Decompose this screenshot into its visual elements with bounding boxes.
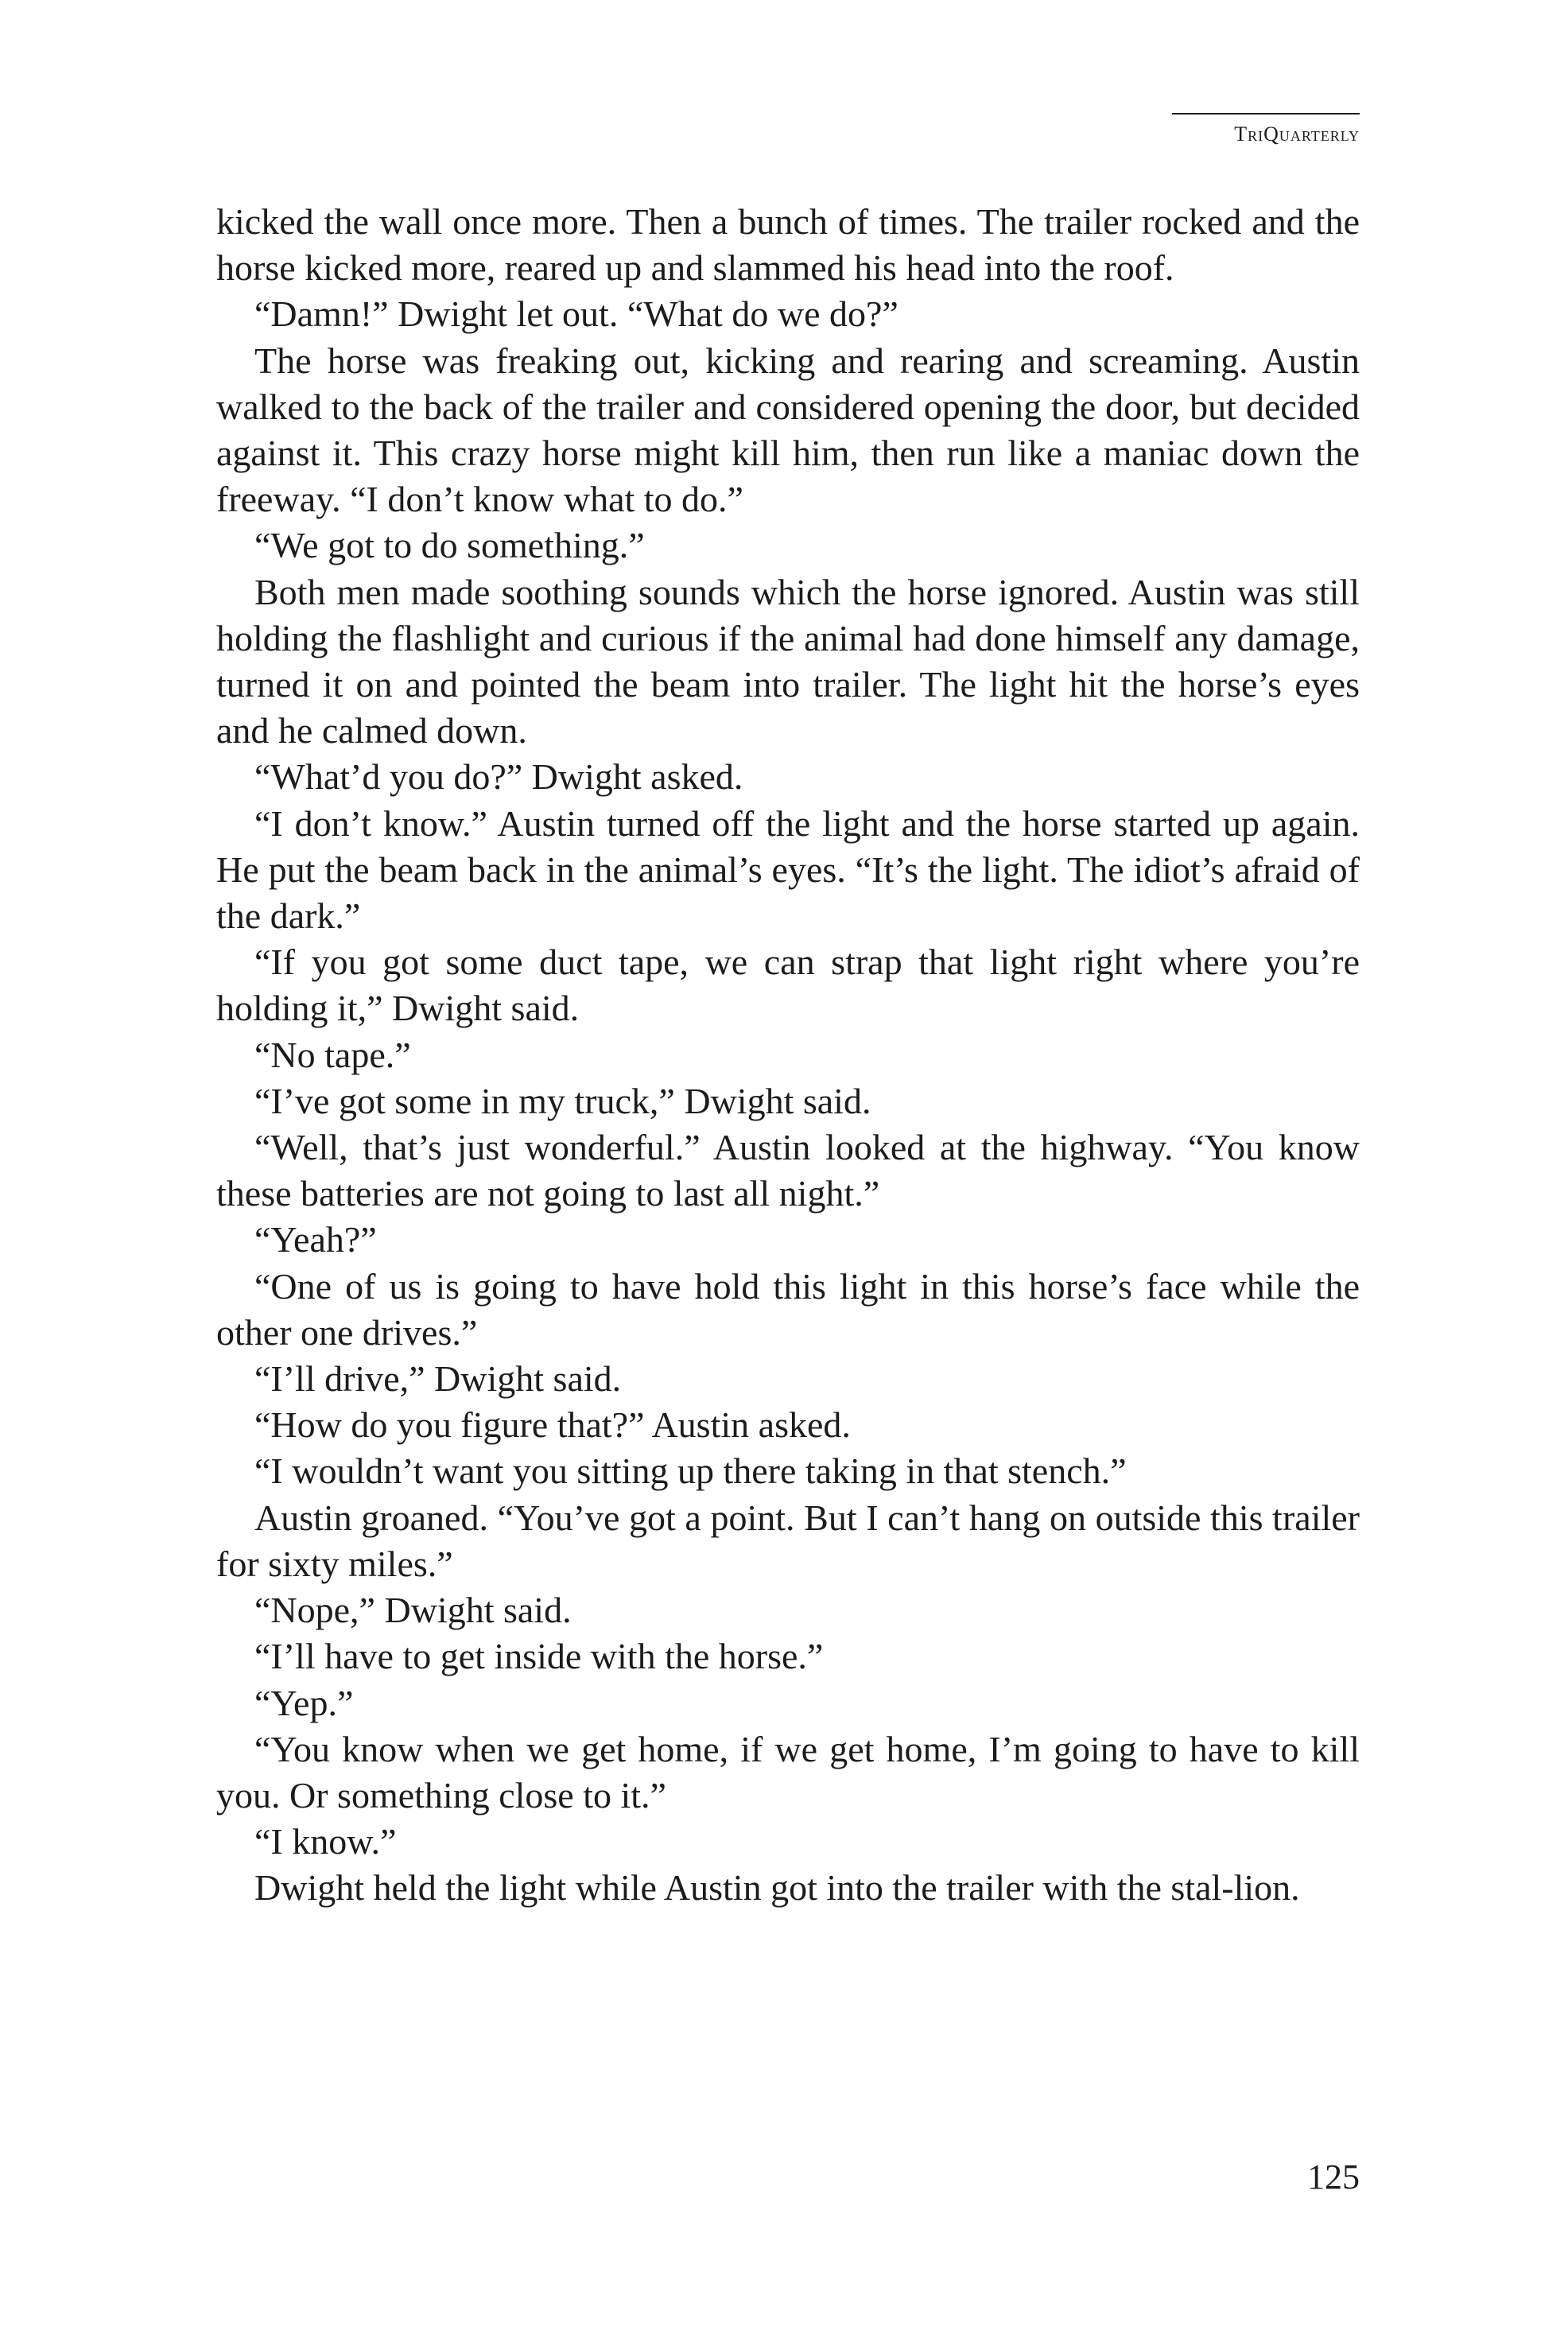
paragraph: “We got to do something.” bbox=[254, 525, 645, 566]
paragraph: “No tape.” bbox=[254, 1034, 411, 1075]
page-number: 125 bbox=[1307, 2157, 1360, 2196]
paragraph: “I don’t know.” Austin turned off the light and the horse started up again. He put the beam back in the animal’s eyes. “It’s the light. The idiot’s afraid of the dark.” bbox=[216, 802, 1360, 937]
paragraph: “Nope,” Dwight said. bbox=[254, 1590, 572, 1631]
paragraph: “Damn!” Dwight let out. “What do we do?” bbox=[254, 293, 898, 335]
paragraph: “One of us is going to have hold this light in this horse’s face while the other one drives.” bbox=[216, 1265, 1360, 1353]
paragraph: Austin groaned. “You’ve got a point. But I can’t hang on outside this trailer for sixty miles.” bbox=[216, 1497, 1360, 1584]
running-head bbox=[1172, 113, 1360, 146]
paragraph: “You know when we get home, if we get home, I’m going to have to kill you. Or something close to it.” bbox=[216, 1728, 1360, 1816]
paragraph: “Yeah?” bbox=[254, 1219, 377, 1260]
paragraph: “Yep.” bbox=[254, 1682, 354, 1723]
paragraph: Both men made soothing sounds which the horse ignored. Austin was still holding the flashlight and curious if the animal had done himself any damage, turned it on and pointed the beam into trailer. The light hit the horse’s eyes and he calmed down. bbox=[216, 571, 1360, 751]
paragraph: “Well, that’s just wonderful.” Austin looked at the highway. “You know these batteries are not going to last all night.” bbox=[216, 1127, 1360, 1214]
body-text bbox=[216, 199, 1360, 1912]
paragraph: “I know.” bbox=[254, 1821, 397, 1862]
paragraph: “How do you figure that?” Austin asked. bbox=[254, 1404, 851, 1446]
paragraph: Dwight held the light while Austin got into the trailer with the stal-lion. bbox=[254, 1867, 1300, 1909]
paragraph: The horse was freaking out, kicking and rearing and screaming. Austin walked to the back of the trailer and considered opening the door, but decided against it. This crazy horse might kill him, then run like a maniac down the freeway. “I don’t know what to do.” bbox=[216, 340, 1360, 520]
running-head-title: TriQuarterly bbox=[1234, 122, 1360, 146]
paragraph: “What’d you do?” Dwight asked. bbox=[254, 756, 743, 798]
paragraph: kicked the wall once more. Then a bunch of times. The trailer rocked and the horse kicked more, reared up and slammed his head into the roof. bbox=[216, 201, 1360, 289]
paragraph: “If you got some duct tape, we can strap that light right where you’re holding it,” Dwight said. bbox=[216, 942, 1360, 1029]
paragraph: “I wouldn’t want you sitting up there taking in that stench.” bbox=[254, 1450, 1127, 1492]
paragraph: “I’ve got some in my truck,” Dwight said. bbox=[254, 1080, 871, 1121]
paragraph: “I’ll drive,” Dwight said. bbox=[254, 1358, 622, 1400]
paragraph: “I’ll have to get inside with the horse.” bbox=[254, 1636, 824, 1677]
